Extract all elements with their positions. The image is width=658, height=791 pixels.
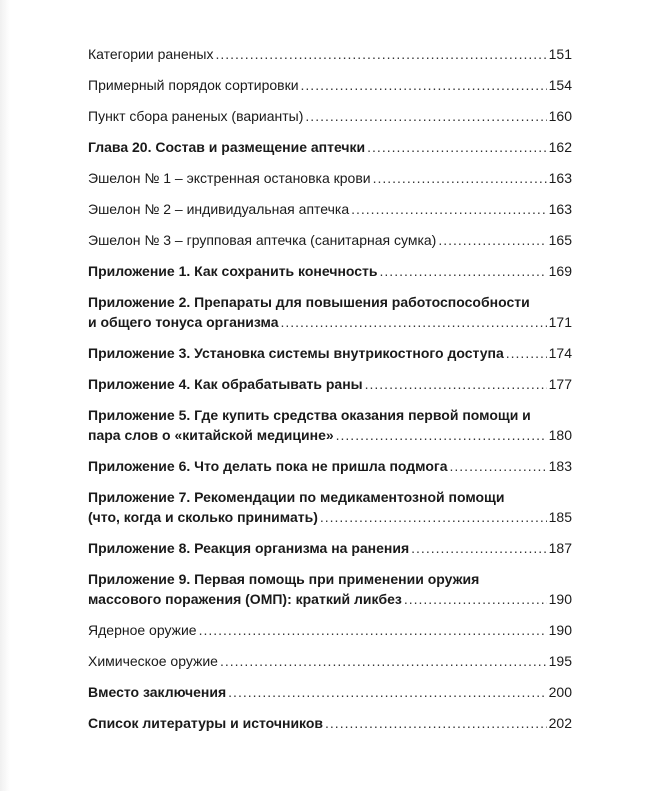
toc-entry [88,106,572,126]
table-of-contents [88,44,572,733]
toc-entry-title: Примерный порядок сортировки [88,77,299,93]
toc-entry-page: 169 [548,263,572,279]
toc-entry [88,75,572,95]
dot-leader [450,456,547,476]
toc-entry-page: 180 [548,427,572,443]
toc-entry [88,230,572,250]
toc-entry [88,405,572,445]
toc-entry-title: Приложение 7. Рекомендации по медикаментозной помощи [88,489,505,505]
toc-entry-page: 185 [548,509,572,525]
toc-entry [88,569,572,609]
toc-entry [88,651,572,671]
dot-leader [365,374,547,394]
toc-entry [88,261,572,281]
dot-leader [438,230,546,250]
toc-entry-page: 202 [548,715,572,731]
toc-entry-title: Ядерное оружие [88,622,197,638]
dot-leader [336,425,547,445]
toc-entry-title: Приложение 3. Установка системы внутрикостного доступа [88,345,504,361]
toc-entry-page: 183 [548,458,572,474]
toc-entry [88,374,572,394]
toc-entry-title: Эшелон № 3 – групповая аптечка (санитарная сумка) [88,232,437,248]
toc-entry-page: 177 [548,376,572,392]
dot-leader [411,538,546,558]
toc-entry-title-continued: массового поражения (ОМП): краткий ликбез [88,591,402,607]
toc-entry-title: Пункт сбора раненых (варианты) [88,108,304,124]
dot-leader [325,713,547,733]
toc-entry-title-continued: пара слов о «китайской медицине» [88,427,334,443]
dot-leader [228,682,546,702]
dot-leader [199,620,547,640]
toc-entry [88,199,572,219]
toc-entry [88,713,572,733]
toc-entry-page: 171 [548,314,572,330]
toc-entry [88,44,572,64]
toc-entry-title: Приложение 8. Реакция организма на ранения [88,540,410,556]
toc-entry-title-continued: и общего тонуса организма [88,314,279,330]
toc-entry [88,456,572,476]
toc-entry-page: 195 [548,653,572,669]
toc-entry-page: 154 [548,77,572,93]
toc-entry-page: 200 [548,684,572,700]
toc-entry-title: Список литературы и источников [88,715,324,731]
toc-entry-title: Вместо заключения [88,684,227,700]
toc-entry-title: Химическое оружие [88,653,218,669]
toc-entry-page: 163 [548,170,572,186]
dot-leader [215,44,546,64]
dot-leader [280,312,546,332]
toc-entry-title-continued: (что, когда и сколько принимать) [88,509,318,525]
toc-entry [88,168,572,188]
toc-entry-page: 190 [548,591,572,607]
toc-entry-page: 187 [548,540,572,556]
toc-entry-title: Приложение 6. Что делать пока не пришла подмога [88,458,448,474]
dot-leader [301,75,547,95]
dot-leader [367,137,546,157]
toc-entry [88,538,572,558]
toc-entry-title: Категории раненых [88,46,214,62]
toc-entry-page: 162 [548,139,572,155]
dot-leader [305,106,546,126]
toc-entry [88,682,572,702]
toc-entry-page: 160 [548,108,572,124]
toc-entry-title: Эшелон № 1 – экстренная остановка крови [88,170,371,186]
dot-leader [220,651,547,671]
toc-entry-title: Приложение 2. Препараты для повышения работоспособности [88,294,530,310]
dot-leader [404,589,547,609]
dot-leader [506,343,547,363]
toc-entry-page: 174 [548,345,572,361]
dot-leader [320,507,547,527]
toc-entry-title: Глава 20. Состав и размещение аптечки [88,139,366,155]
toc-entry-title: Приложение 9. Первая помощь при применении оружия [88,571,480,587]
toc-entry [88,343,572,363]
dot-leader [373,168,547,188]
toc-entry-page: 151 [548,46,572,62]
toc-entry-title: Приложение 5. Где купить средства оказания первой помощи и [88,407,531,423]
toc-entry-page: 163 [548,201,572,217]
dot-leader [380,261,547,281]
toc-entry-title: Приложение 4. Как обрабатывать раны [88,376,363,392]
toc-entry [88,620,572,640]
toc-entry-page: 190 [548,622,572,638]
toc-entry-title: Эшелон № 2 – индивидуальная аптечка [88,201,350,217]
dot-leader [351,199,547,219]
toc-entry [88,487,572,527]
toc-entry [88,137,572,157]
toc-entry-page: 165 [548,232,572,248]
toc-entry-title: Приложение 1. Как сохранить конечность [88,263,378,279]
toc-entry [88,292,572,332]
